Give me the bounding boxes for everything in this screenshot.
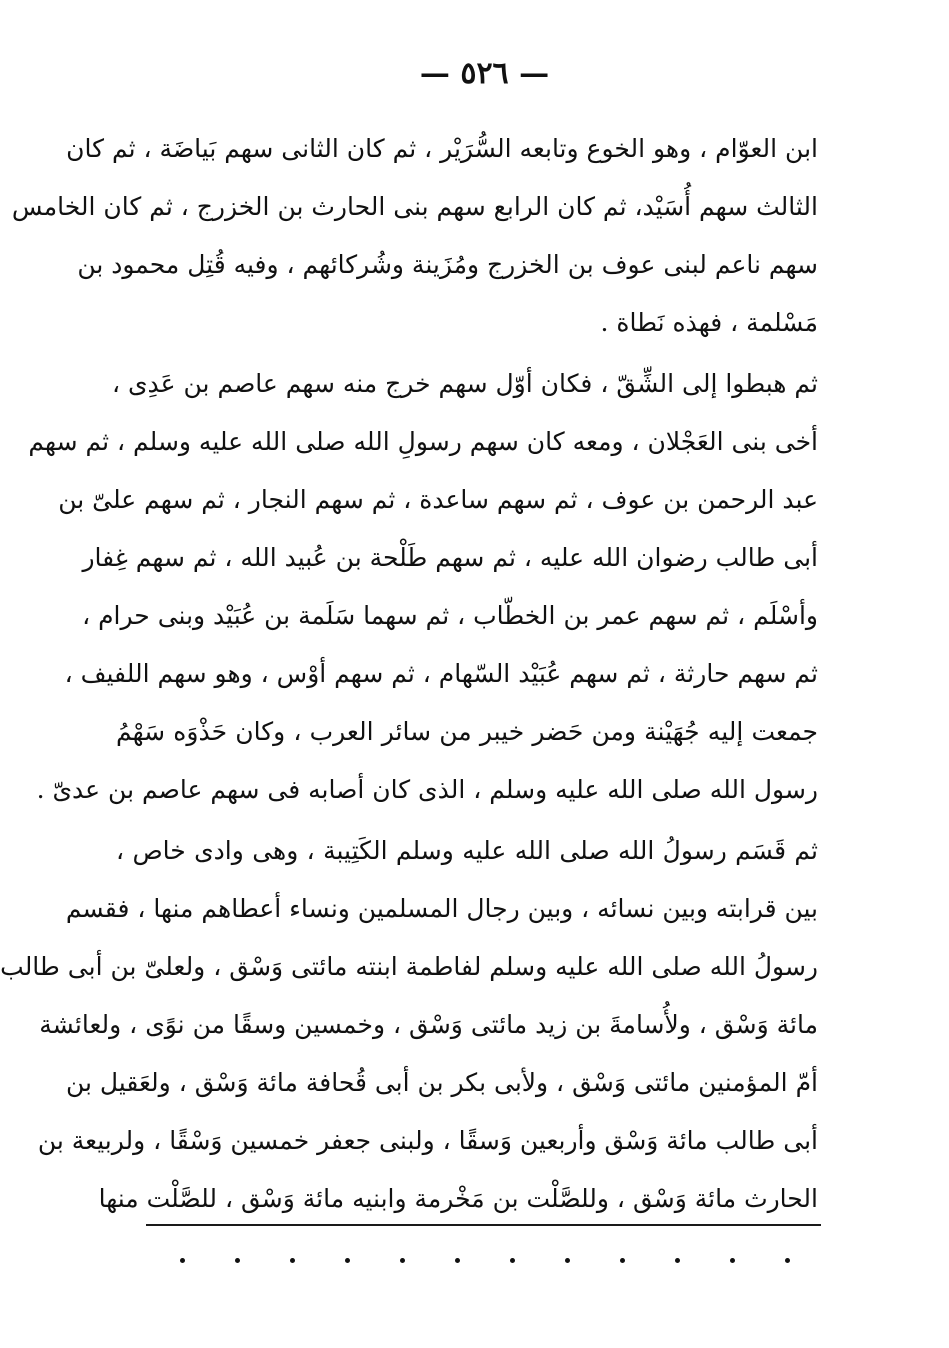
ornament-dot [565,1258,570,1263]
ornament-dot [345,1258,350,1263]
text-line: رسول الله صلى الله عليه وسلم ، الذى كان أصابه فى سهم عاصم بن عدىّ . [36,775,818,804]
text-line: رسولُ الله صلى الله عليه وسلم لفاطمة ابنته مائتى وَسْق ، ولعلىّ بن أبى طالب [0,952,818,981]
text-line: ابن العوّام ، وهو الخوع وتابعه السُّرَيْر ، ثم كان الثانى سهم بَياضَة ، ثم كان [66,134,818,163]
text-line: ثم قَسَم رسولُ الله صلى الله عليه وسلم الكَتِيبة ، وهى وادى خاص ، [116,836,818,865]
text-line: أخى بنى العَجْلان ، ومعه كان سهم رسولِ الله صلى الله عليه وسلم ، ثم سهم [28,427,818,456]
text-line: ثم سهم حارثة ، ثم سهم عُبَيْد السّهام ، ثم سهم أوْس ، وهو سهم اللفيف ، [64,659,818,688]
text-line: سهم ناعم لبنى عوف بن الخزرج ومُزَينة وشُركائهم ، وفيه قُتِل محمود بن [77,250,818,279]
page-number: — ٥٢٦ — [419,56,550,91]
text-line: وأسْلَم ، ثم سهم عمر بن الخطّاب ، ثم سهما سَلَمة بن عُبَيْد وبنى حرام ، [82,601,818,630]
ornament-dot [290,1258,295,1263]
text-line: مائة وَسْق ، ولأُسامةَ بن زيد مائتى وَسْق ، وخمسين وسقًا من نوًى ، ولعائشة [39,1010,818,1039]
text-line: أبى طالب رضوان الله عليه ، ثم سهم طَلْحة بن عُبيد الله ، ثم سهم غِفار [82,543,818,572]
text-line: الحارث مائة وَسْق ، وللصَّلْت بن مَخْرمة وابنيه مائة وَسْق ، للصَّلْت منها [98,1184,818,1213]
paragraph-2 [28,355,818,819]
text-line: أبى طالب مائة وَسْق وأربعين وَسقًا ، ولبنى جعفر خمسين وَسْقًا ، ولربيعة بن [37,1126,818,1155]
ornament-dot [235,1258,240,1263]
text-line: عبد الرحمن بن عوف ، ثم سهم ساعدة ، ثم سهم النجار ، ثم سهم علىّ بن [58,485,818,514]
ornament-dot [180,1258,185,1263]
footer-rule [146,1224,821,1226]
footer-dot-ornament [180,1250,790,1270]
paragraph-1 [11,120,818,352]
text-line: ثم هبطوا إلى الشِّقّ ، فكان أوّل سهم خرج منه سهم عاصم بن عَدِى ، [111,369,818,398]
text-line: بين قرابته وبين نسائه ، وبين رجال المسلمين ونساء أعطاهم منها ، فقسم [65,894,818,923]
text-line: الثالث سهم أُسَيْد، ثم كان الرابع سهم بنى الحارث بن الخزرج ، ثم كان الخامس [11,192,818,221]
text-line: جمعت إليه جُهَيْنة ومن حَضر خيبر من سائر العرب ، وكان حَذْوَه سَهْمُ [116,717,818,746]
ornament-dot [455,1258,460,1263]
ornament-dot [510,1258,515,1263]
paragraph-3 [0,822,818,1228]
text-line: أمّ المؤمنين مائتى وَسْق ، ولأبى بكر بن أبى قُحافة مائة وَسْق ، ولعَقيل بن [65,1068,818,1097]
ornament-dot [675,1258,680,1263]
ornament-dot [400,1258,405,1263]
ornament-dot [620,1258,625,1263]
ornament-dot [785,1258,790,1263]
ornament-dot [730,1258,735,1263]
text-line: مَسْلمة ، فهذه نَطاة . [600,308,818,337]
